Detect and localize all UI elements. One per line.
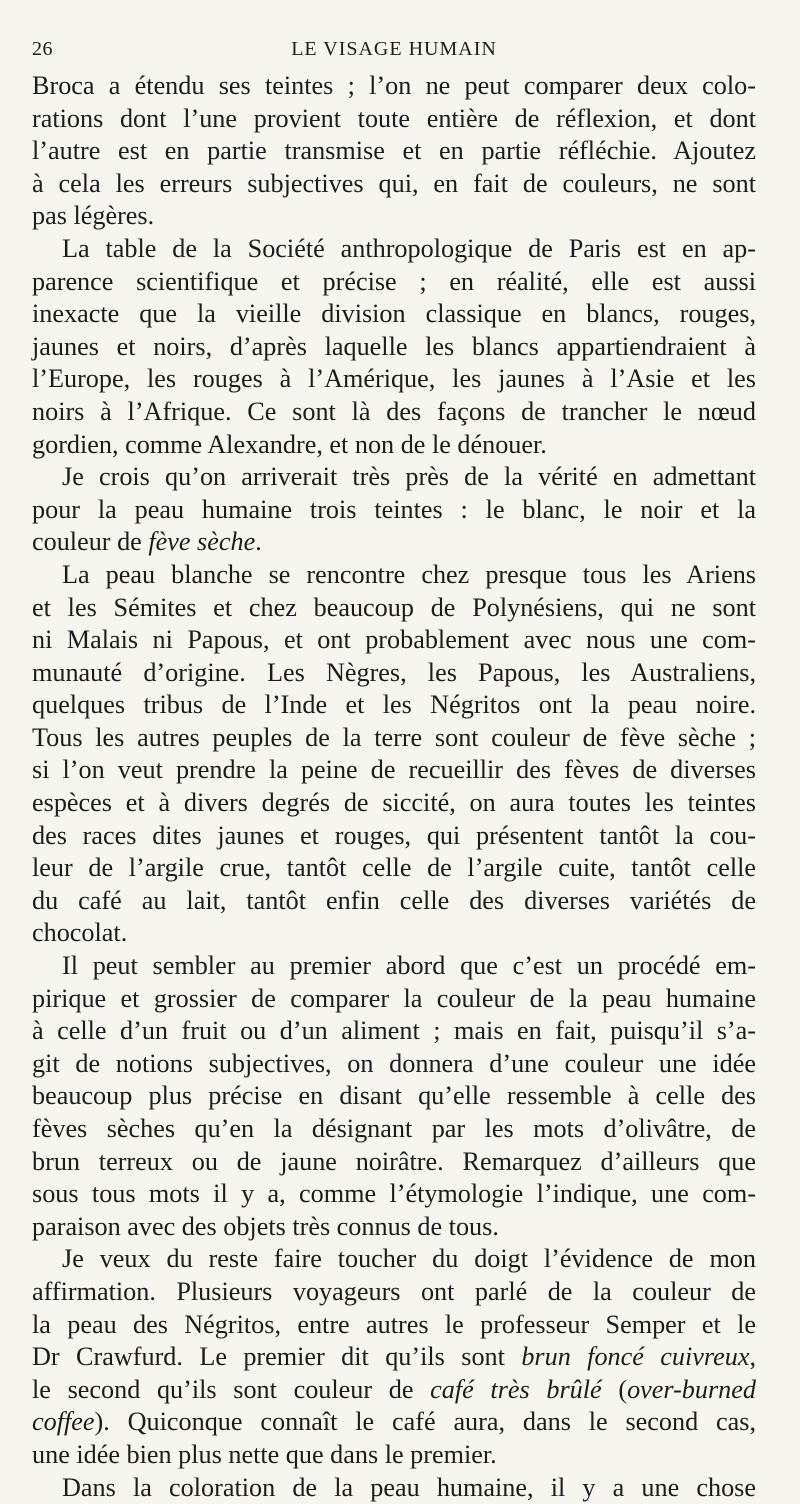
text-line: paraison avec des objets très connus de tous. [32,1211,499,1241]
text-run: le second qu’ils sont couleur de [32,1374,431,1404]
text-run: , [749,1342,757,1372]
text-line: inexacte que la vieille division classique en blancs, rouges, [32,299,756,329]
paragraph [32,1243,756,1471]
text-line: Il peut sembler au premier abord que c’est un procédé em- [62,951,756,981]
text-line: espèces et à divers degrés de siccité, on aura toutes les teintes [32,788,756,818]
text-line: la peau des Négritos, entre autres le professeur Semper et le [32,1309,756,1339]
text-line: jaunes et noirs, d’après laquelle les blancs appartiendraient à [32,331,756,361]
page-header [32,30,756,70]
text-line: pour la peau humaine trois teintes : le blanc, le noir et la [32,494,756,524]
text-line: parence scientifique et précise ; en réalité, elle est aussi [32,266,756,296]
italic-term: brun foncé cuivreux [521,1342,750,1372]
text-line: du café au lait, tantôt enfin celle des diverses variétés de [32,885,756,915]
text-line: des races dites jaunes et rouges, qui présentent tantôt la cou- [32,820,756,850]
italic-term: fève sèche [148,527,256,557]
page-number: 26 [32,38,53,60]
text-line: fèves sèches qu’en la désignant par les mots d’olivâtre, de [32,1114,756,1143]
paragraph [32,950,756,1243]
text-line: à cela les erreurs subjectives qui, en fait de couleurs, ne sont [32,168,756,198]
italic-term: over-burned [627,1374,756,1404]
text-line: et les Sémites et chez beaucoup de Polynésiens, qui ne sont [32,592,756,622]
text-line: gordien, comme Alexandre, et non de le dénouer. [32,429,547,459]
text-line: munauté d’origine. Les Nègres, les Papous, les Australiens, [32,657,756,687]
text-line [32,526,756,559]
text-line: rations dont l’une provient toute entière de réflexion, et dont [32,103,756,133]
running-title: LE VISAGE HUMAIN [291,38,497,60]
text-line: l’Europe, les rouges à l’Amérique, les jaunes à l’Asie et les [32,364,756,394]
text-line: affirmation. Plusieurs voyageurs ont parlé de la couleur de [32,1276,756,1306]
text-line: quelques tribus de l’Inde et les Négritos ont la peau noire. [32,690,756,720]
text-line: Je crois qu’on arriverait très près de la vérité en admettant [62,462,756,492]
text-line: leur de l’argile crue, tantôt celle de l’argile cuite, tantôt celle [32,853,756,883]
text-line: noirs à l’Afrique. Ce sont là des façons de trancher le nœud [32,396,756,426]
paragraph [32,233,756,461]
text-line: l’autre est en partie transmise et en partie réfléchie. Ajoutez [32,136,756,166]
paragraph [32,70,756,233]
italic-term: coffee [32,1407,95,1437]
text-line [32,1341,756,1374]
paragraph [32,559,756,950]
text-line: à celle d’un fruit ou d’un aliment ; mais en fait, puisqu’il s’a- [32,1016,756,1046]
text-line: ni Malais ni Papous, et ont probablement avec nous une com- [32,625,756,655]
text-run: ). Quiconque connaît le café aura, dans le second cas, [94,1407,756,1437]
text-line: une idée bien plus nette que dans le premier. [32,1439,497,1469]
text-line: Broca a étendu ses teintes ; l’on ne peut comparer deux colo- [32,71,756,100]
text-line: La peau blanche se rencontre chez presque tous les Ariens [62,559,756,589]
text-line: pirique et grossier de comparer la couleur de la peau humaine [32,983,756,1013]
italic-term: café très brûlé [430,1374,602,1404]
text-line: si l’on veut prendre la peine de recueillir des fèves de diverses [32,755,756,785]
text-line [32,1374,756,1407]
text-line: pas légères. [32,201,155,231]
text-run: Dr Crawfurd. Le premier dit qu’ils sont [32,1342,522,1372]
paragraph [32,461,756,559]
body-text [32,70,756,1504]
text-run: ( [601,1374,628,1404]
text-line: git de notions subjectives, on donnera d’une couleur une idée [32,1048,756,1078]
text-line: La table de la Société anthropologique de Paris est en ap- [62,233,756,263]
text-line: sous tous mots il y a, comme l’étymologie l’indique, une com- [32,1179,756,1209]
text-line: Dans la coloration de la peau humaine, il y a une chose [62,1472,756,1502]
paragraph [32,1472,756,1504]
text-line [32,1406,756,1439]
text-run: . [255,527,262,557]
text-line: Tous les autres peuples de la terre sont couleur de fève sèche ; [32,722,756,752]
text-line: beaucoup plus précise en disant qu’elle ressemble à celle des [32,1081,756,1111]
text-run: couleur de [32,527,149,557]
text-line: chocolat. [32,918,128,948]
text-line: brun terreux ou de jaune noirâtre. Remarquez d’ailleurs que [32,1146,756,1176]
text-line: Je veux du reste faire toucher du doigt l’évidence de mon [62,1244,756,1274]
